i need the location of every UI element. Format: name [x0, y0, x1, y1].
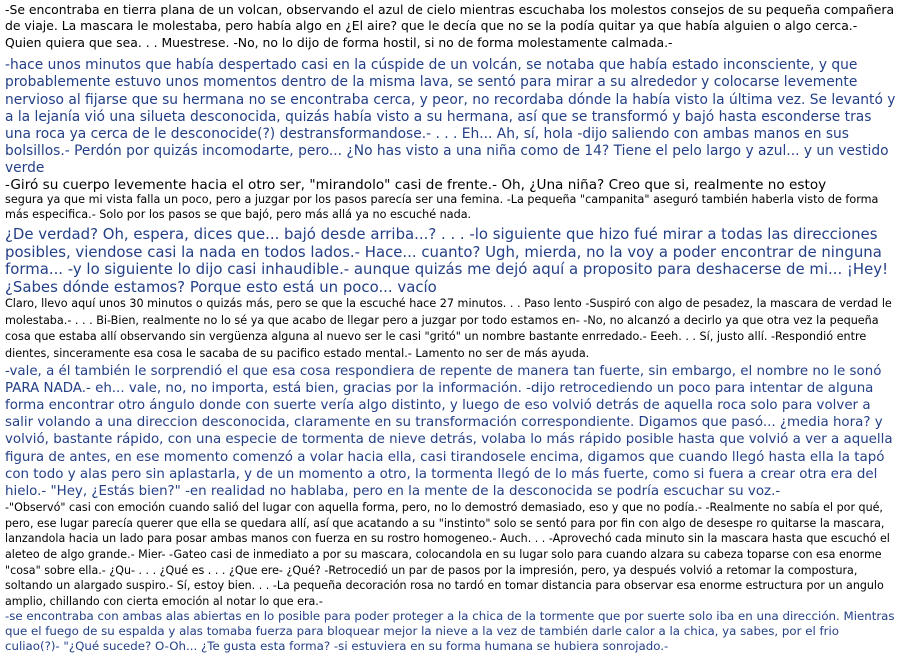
paragraph-3: -Giró su cuerpo levemente hacia el otro ser, "mirandolo" casi de frente.- Oh, ¿Una niña? Creo que si, realmente no estoy	[5, 176, 827, 193]
paragraph-7: -vale, a él también le sorprendió el que esa cosa respondiera de repente de manera tan fuerte, sin embargo, el nombre no le sonó PARA NADA.- eh... vale, no, no importa, está bien, gracias por la información. -dijo retrocediendo un poco para intentar de alguna forma encontrar otro ángulo donde con suerte vería algo distinto, y luego de eso volvió detrás de aquella roca solo para volver a salir volando a una direccion desconocida, claramente en su transformación correspondiente. Digamos que pasó... ¿media hora? y volvió, bastante rápido, con una especie de tormenta de nieve detrás, volaba lo más rápido posible hasta que volvió a ver a aquella figura de antes, en ese momento comenzó a volar hacia ella, casi tirandosele encima, digamos que cuando llegó hasta ella la tapó con todo y alas pero sin aplastarla, y de un momento a otro, la tormenta llegó de lo más fuerte, como si fuera a crear otra era del hielo.- "Hey, ¿Estás bien?" -en realidad no hablaba, pero en la mente de la desconocida se podría escuchar su voz.-	[5, 363, 893, 500]
paragraph-8: -"Observó" casi con emoción cuando salió del lugar con aquella forma, pero, no lo demostró demasiado, eso y que no podía.- -Realmente no sabía el por qué, pero, ese lugar parecía querer que ella se quedara allí, así que acatando a su "instinto" solo se sentó para por fin con algo de desespe ro quitarse la mascara, lanzandola hacia un lado para posar ambas manos con fuerza en su rostro homogeneo.- Auch. . . -Aprovechó cada minuto sin la mascara hasta que escuchó el aleteo de algo grande.- Mier- -Gateo casi de inmediato a por su mascara, colocandola en su lugar solo para cuando alzara su cabeza toparse con esa enorme "cosa" sobre ella.- ¿Qu- . . . ¿Qué es . . . ¿Que ere- ¿Qué? -Retrocedió un par de pasos por la impresión, pero, ya después volvió a retomar la compostura, soltando un alargado suspiro.- Sí, estoy bien. . . -La pequeña decoración rosa no tardó en tomar distancia para observar esa enorme estructura por un angulo amplio, chillando con cierta emoción al notar lo que era.-	[5, 501, 890, 608]
paragraph-9: -se encontraba con ambas alas abiertas en lo posible para poder proteger a la chica de la tormente que por suerte solo iba en una dirección. Mientras que el fuego de su espalda y alas tomaba fuerza para bloquear mejor la nieve a la vez de también darle calor a la chica, ya sabes, por el frio culiao(?)- "¿Qué sucede? O-Oh... ¿Te gusta esta forma? -si estuviera en su forma humana se hubiera sonrojado.-	[5, 609, 895, 653]
paragraph-2: -hace unos minutos que había despertado casi en la cúspide de un volcán, se notaba que había estado inconsciente, y que probablemente estuvo unos momentos dentro de la misma lava, se sentó para mirar a su alrededor y colocarse levemente nervioso al fijarse que su hermana no se encontraba cerca, y peor, no recordaba dónde la había visto la última vez. Se levantó y a la lejanía vió una silueta desconocida, quizás había visto a su hermana, así que se transformó y bajó hasta esconderse tras una roca ya cerca de le desconocide(?) destransformandose.- . . . Eh... Ah, sí, hola -dijo saliendo con ambas manos en sus bolsillos.- Perdón por quizás incomodarte, pero... ¿No has visto a una niña como de 14? Tiene el pelo largo y azul... y un vestido verde	[5, 57, 896, 177]
paragraph-4: segura ya que mi vista falla un poco, pero a juzgar por los pasos parecía ser una femina. -La pequeña "campanita" aseguró también haberla visto de forma más especifica.- Solo por los pasos se que bajó, pero más allá ya no escuché nada.	[5, 193, 879, 221]
paragraph-5: ¿De verdad? Oh, espera, dices que... bajó desde arriba...? . . . -lo siguiente que hizo fué mirar a todas las direcciones posibles, viendose casi la nada en todos lados.- Hace... cuanto? Ugh, mierda, no la voy a poder encontrar de ninguna forma... -y lo siguiente lo dijo casi inhaudible.- aunque quizás me dejó aquí a proposito para deshacerse de mi... ¡Hey! ¿Sabes dónde estamos? Porque esto está un poco... vacío	[5, 225, 889, 296]
paragraph-6: Claro, llevo aquí unos 30 minutos o quizás más, pero se que la escuché hace 27 minutos. . . Paso lento -Suspiró con algo de pesadez, la mascara de verdad le molestaba.- . . . Bi-Bien, realmente no lo sé ya que acabo de llegar pero a juzgar por todo estamos en- -No, no alcanzó a decirlo ya que otra vez la pequeña cosa que estaba allí observando sin vergüenza alguna al nuevo ser le casi "gritó" un nombre bastante enrredado.- Eeeh. . . Sí, justo allí. -Respondió entre dientes, sinceramente esa cosa le sacaba de su pacifico estado mental.- Lamento no ser de más ayuda.	[5, 297, 892, 361]
paragraph-1: -Se encontraba en tierra plana de un volcan, observando el azul de cielo mientras escuchaba los molestos consejos de su pequeña compañera de viaje. La mascara le molestaba, pero había algo en ¿El aire? que le decía que no se la podía quitar ya que había alguien o algo cerca.- Quien quiera que sea. . . Muestrese. -No, no lo dijo de forma hostil, si no de forma molestamente calmada.-	[5, 2, 895, 50]
